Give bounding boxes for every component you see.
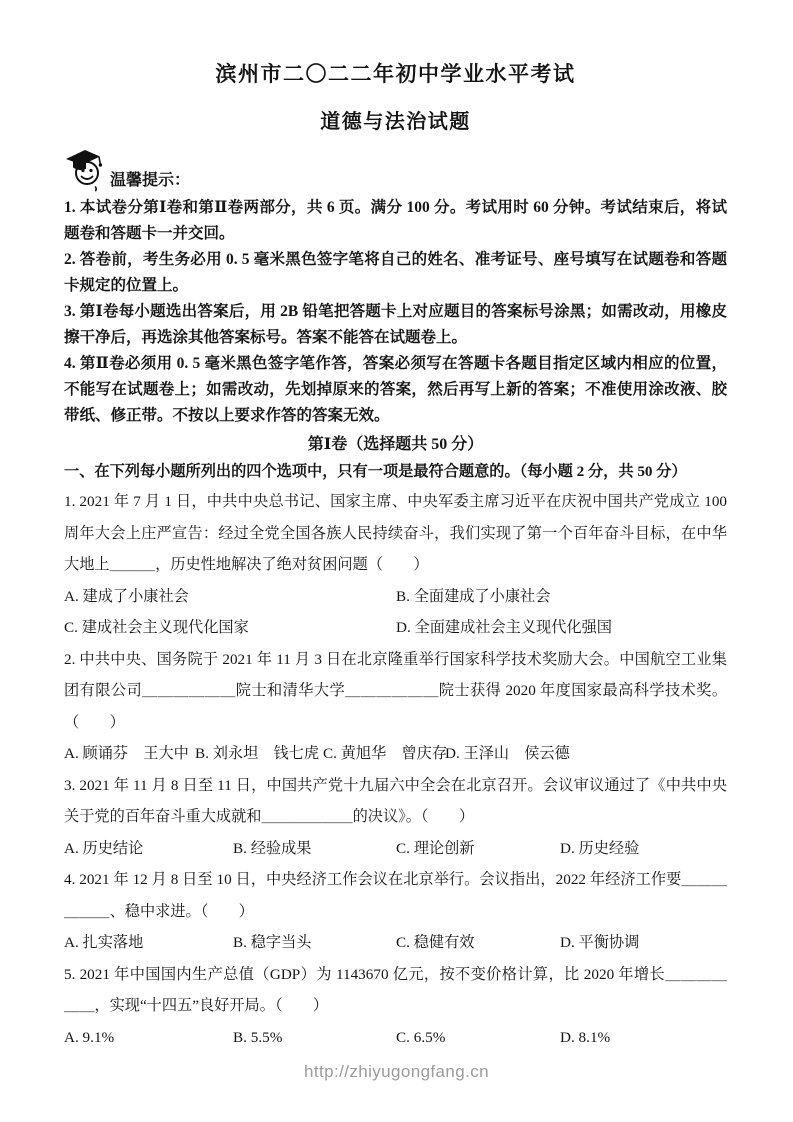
part1-directions: 一、在下列每小题所列出的四个选项中，只有一项是最符合题意的。（每小题 2 分，共 50 分） [64, 463, 687, 480]
question-3-option-d: D. 历史经验 [560, 839, 640, 857]
question-4-option-b: B. 稳字当头 [233, 934, 312, 951]
question-4-option-a: A. 扎实落地 [64, 934, 144, 951]
question-1-option-b: B. 全面建成了小康社会 [396, 587, 551, 605]
question-3-option-c: C. 理论创新 [396, 839, 475, 857]
question-2 [64, 644, 727, 770]
instruction-item-3: 3. 第Ⅰ卷每小题选出答案后，用 2B 铅笔把答题卡上对应题目的答案标号涂黑；如需改动，用橡皮擦干净后，再选涂其他答案标号。答案不能答在试题卷上。 [64, 303, 727, 346]
part1-heading: 第Ⅰ卷（选择题共 50 分） [307, 436, 484, 453]
question-5-stem: 5. 2021 年中国国内生产总值（GDP）为 1143670 亿元，按不变价格计算，比 2020 年增长＿＿＿＿＿＿，实现“十四五”良好开局。（ ） [64, 965, 727, 1014]
question-2-option-d: D. 王泽山 侯云德 [445, 745, 570, 762]
exam-title: 滨州市二〇二二年初中学业水平考试 [215, 62, 576, 86]
question-3 [64, 770, 727, 865]
question-5-option-d: D. 8.1% [560, 1028, 611, 1046]
graduate-smiley-icon [64, 148, 106, 192]
question-2-options [64, 738, 727, 770]
question-1-option-a: A. 建成了小康社会 [64, 587, 189, 605]
notice-heading: 温馨提示： [110, 172, 191, 189]
question-4-stem: 4. 2021 年 12 月 8 日至 10 日，中央经济工作会议在北京举行。会议指出，2022 年经济工作要＿＿＿＿＿＿、稳中求进。（ ） [64, 871, 727, 920]
question-1-stem: 1. 2021 年 7 月 1 日，中共中央总书记、国家主席、中央军委主席习近平在庆祝中国共产党成立 100 周年大会上庄严宣告：经过全党全国各族人民持续奋斗，我们实现了第一个百年奋斗目标，在中华大地上＿＿＿，历史性地解决了绝对贫困问题（ ） [64, 493, 727, 573]
watermark-url: http://zhiyugongfang.cn [304, 1062, 489, 1081]
exam-instructions [64, 195, 727, 429]
question-5-option-c: C. 6.5% [396, 1028, 446, 1046]
notice-header [64, 146, 727, 192]
instruction-item-2: 2. 答卷前，考生务必用 0. 5 毫米黑色签字笔将自己的姓名、准考证号、座号填写在试题卷和答题卡规定的位置上。 [64, 251, 727, 294]
question-3-options [64, 833, 727, 865]
question-5-option-a: A. 9.1% [64, 1028, 115, 1046]
instruction-item-1: 1. 本试卷分第Ⅰ卷和第Ⅱ卷两部分，共 6 页。满分 100 分。考试用时 60 分钟。考试结束后，将试题卷和答题卡一并交回。 [64, 199, 727, 242]
question-3-option-a: A. 历史结论 [64, 839, 144, 857]
question-4-options [64, 927, 727, 959]
question-3-stem: 3. 2021 年 11 月 8 日至 11 日，中国共产党十九届六中全会在北京召开。会议审议通过了《中共中央关于党的百年奋斗重大成就和＿＿＿＿＿＿的决议》。（ ） [64, 776, 727, 825]
instruction-item-4: 4. 第Ⅱ卷必须用 0. 5 毫米黑色签字笔作答，答案必须写在答题卡各题目指定区域内相应的位置，不能写在试题卷上；如需改动，先划掉原来的答案，然后再写上新的答案；不准使用涂改液、胶带纸、修正带。不按以上要求作答的答案无效。 [64, 355, 727, 424]
question-1-option-c: C. 建成社会主义现代化国家 [64, 619, 249, 636]
question-2-option-a: A. 顾诵芬 王大中 [64, 745, 189, 762]
question-1-options [64, 581, 727, 644]
question-4-option-d: D. 平衡协调 [560, 934, 640, 951]
question-4 [64, 864, 727, 959]
question-3-option-b: B. 经验成果 [233, 839, 312, 857]
question-5-options [64, 1022, 727, 1054]
question-2-stem: 2. 中共中央、国务院于 2021 年 11 月 3 日在北京隆重举行国家科学技术奖励大会。中国航空工业集团有限公司＿＿＿＿＿＿院士和清华大学＿＿＿＿＿＿院士获得 2020 年度国家最高科学技术奖。（ ） [64, 650, 727, 731]
question-5-option-b: B. 5.5% [233, 1028, 283, 1046]
question-1 [64, 486, 727, 644]
question-2-option-b: B. 刘永坦 钱七虎 [195, 745, 320, 762]
exam-subject-title: 道德与法治试题 [320, 111, 471, 133]
question-2-option-c: C. 黄旭华 曾庆存 [323, 745, 448, 762]
question-4-option-c: C. 稳健有效 [396, 934, 475, 951]
question-1-option-d: D. 全面建成社会主义现代化强国 [396, 619, 612, 636]
question-5 [64, 959, 727, 1054]
